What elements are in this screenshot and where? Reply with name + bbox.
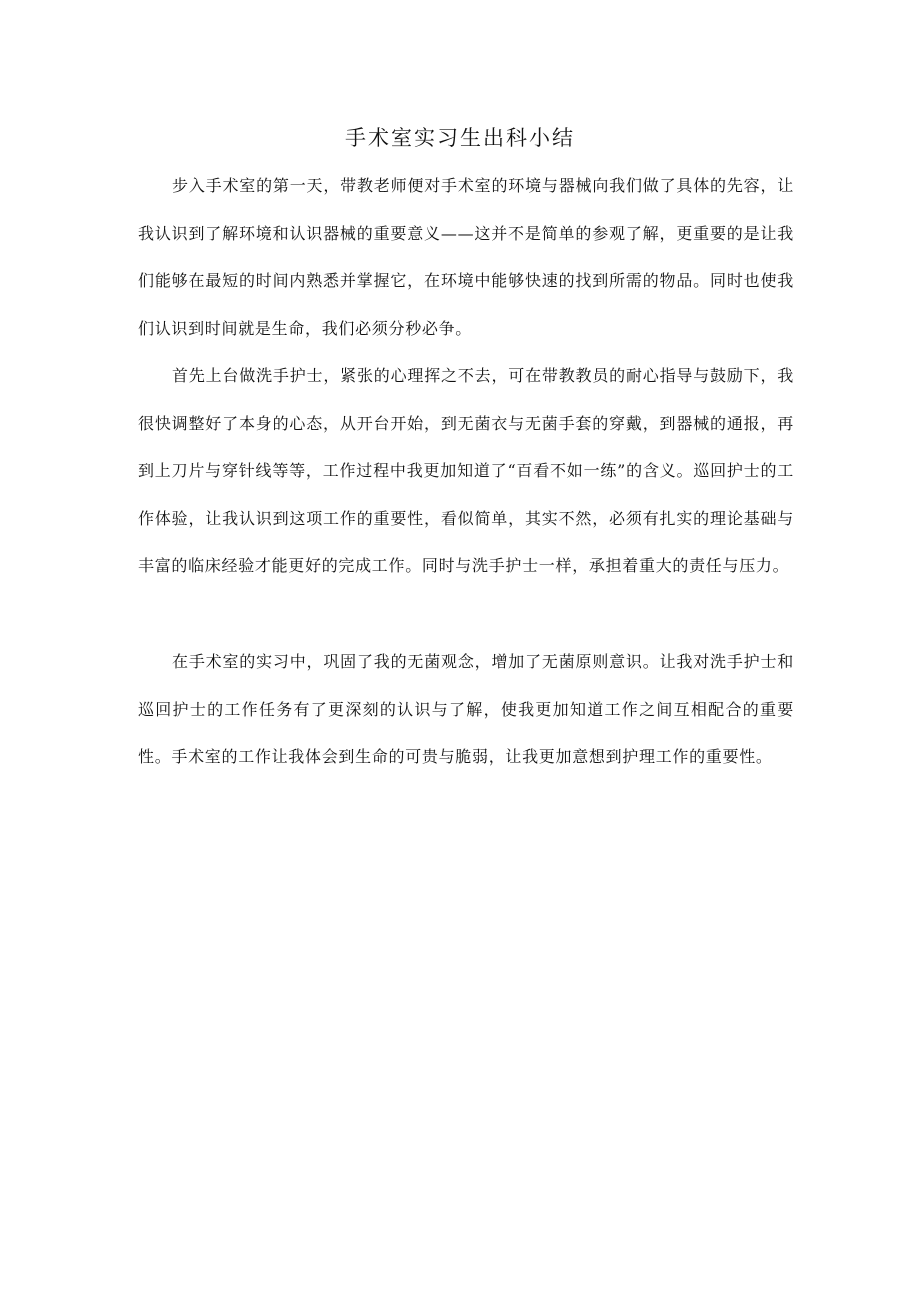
paragraph-2: 首先上台做洗手护士，紧张的心理挥之不去，可在带教教员的耐心指导与鼓励下，我很快调整好了本身的心态，从开台开始，到无菌衣与无菌手套的穿戴，到器械的通报，再到上刀片与穿针线等等，工作过程中我更加知道了“百看不如一练”的含义。巡回护士的工作体验，让我认识到这项工作的重要性，看似简单，其实不然，必须有扎实的理论基础与丰富的临床经验才能更好的完成工作。同时与洗手护士一样，承担着重大的责任与压力。 [138, 366, 794, 576]
paragraph-3: 在手术室的实习中，巩固了我的无菌观念，增加了无菌原则意识。让我对洗手护士和巡回护士的工作任务有了更深刻的认识与了解，使我更加知道工作之间互相配合的重要性。手术室的工作让我体会到生命的可贵与脆弱，让我更加意想到护理工作的重要性。 [138, 652, 794, 767]
paragraph-1: 步入手术室的第一天，带教老师便对手术室的环境与器械向我们做了具体的先容，让我认识到了解环境和认识器械的重要意义——这并不是简单的参观了解，更重要的是让我们能够在最短的时间内熟悉并掌握它，在环境中能够快速的找到所需的物品。同时也使我们认识到时间就是生命，我们必须分秒必争。 [138, 176, 794, 338]
document-title: 手术室实习生出科小结 [345, 126, 575, 150]
